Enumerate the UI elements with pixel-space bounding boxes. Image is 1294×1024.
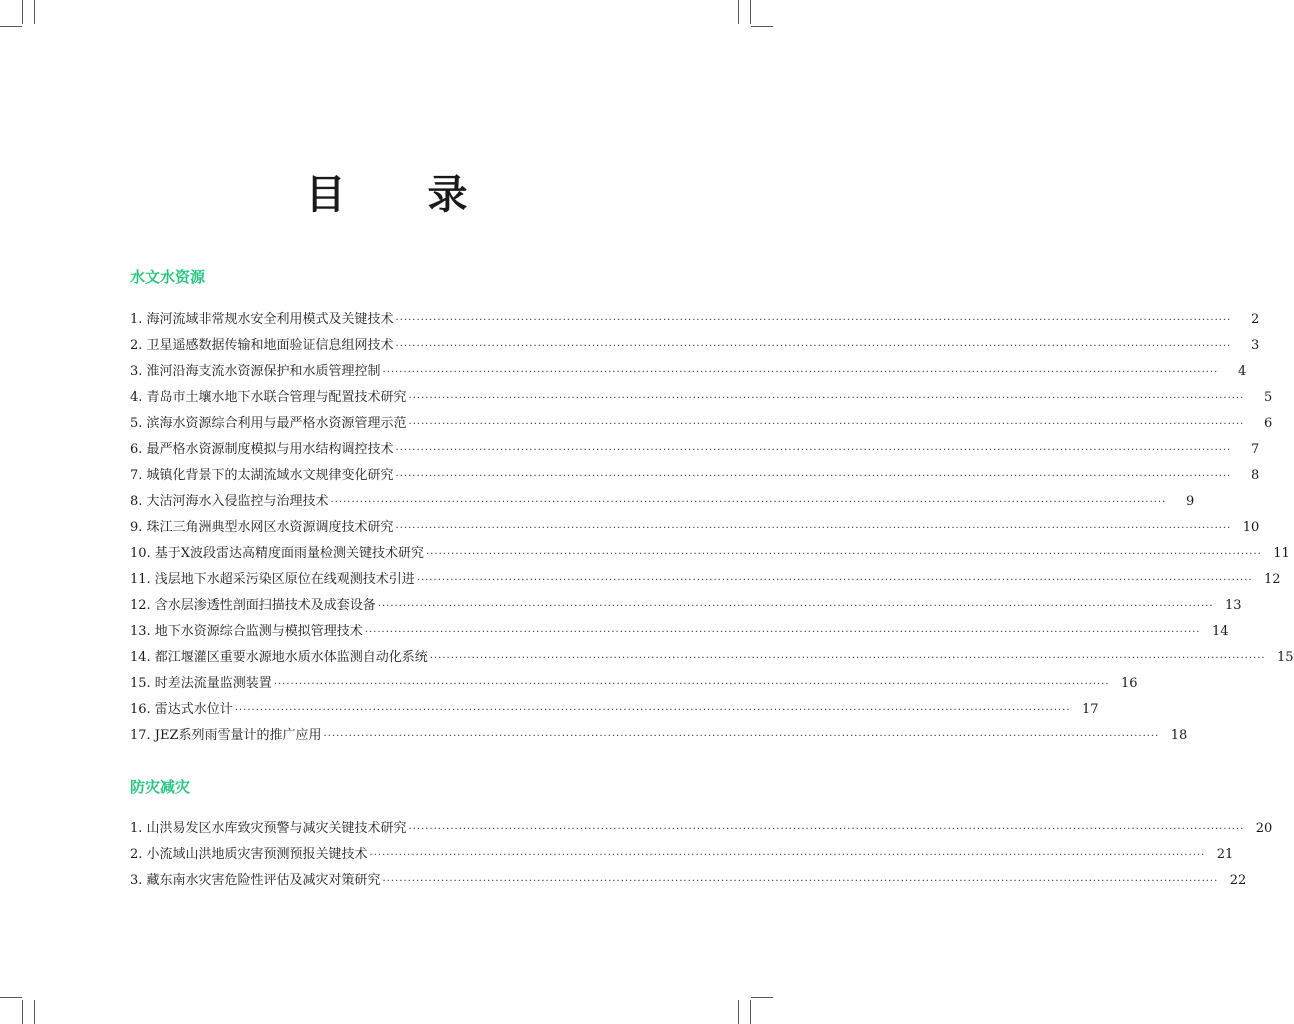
page-title: 目 录 bbox=[305, 171, 502, 218]
toc-entry[interactable] bbox=[130, 619, 1229, 645]
toc-leader: ········································································································································································································ bbox=[395, 341, 1232, 352]
toc-entry-title: 16. 雷达式水位计 bbox=[130, 702, 233, 717]
toc-entry[interactable] bbox=[130, 333, 1260, 359]
toc-entry-title: 9. 珠江三角洲典型水网区水资源调度技术研究 bbox=[130, 520, 394, 535]
toc-leader: ········································································································································································································ bbox=[234, 705, 1071, 716]
toc-leader: ········································································································································································································ bbox=[426, 549, 1262, 560]
crop-mark bbox=[750, 1000, 751, 1024]
toc-entry[interactable] bbox=[130, 868, 1247, 894]
toc-entry[interactable] bbox=[130, 816, 1273, 842]
crop-mark bbox=[0, 997, 22, 998]
toc-entry[interactable] bbox=[130, 645, 1294, 671]
toc-entry[interactable] bbox=[130, 515, 1260, 541]
section-heading-hydrology: 水文水资源 bbox=[130, 268, 206, 286]
toc-page-number: 8 bbox=[1251, 468, 1260, 483]
toc-entry-title: 12. 含水层渗透性剖面扫描技术及成套设备 bbox=[130, 598, 376, 613]
toc-page-number: 15 bbox=[1277, 650, 1294, 665]
crop-mark bbox=[751, 26, 773, 27]
crop-mark bbox=[34, 1000, 35, 1024]
toc-page-number: 11 bbox=[1273, 546, 1290, 561]
toc-leader: ········································································································································································································ bbox=[429, 653, 1266, 664]
crop-mark bbox=[0, 26, 22, 27]
toc-list-disaster-prevention bbox=[130, 816, 1273, 894]
crop-mark bbox=[750, 0, 751, 24]
toc-entry-title: 7. 城镇化背景下的太湖流域水文规律变化研究 bbox=[130, 468, 394, 483]
toc-leader: ········································································································································································································ bbox=[377, 601, 1214, 612]
toc-page-number: 10 bbox=[1242, 520, 1260, 535]
toc-entry[interactable] bbox=[130, 385, 1273, 411]
toc-entry-title: 3. 藏东南水灾害危险性评估及减灾对策研究 bbox=[130, 873, 381, 888]
toc-leader: ········································································································································································································ bbox=[382, 876, 1219, 887]
toc-entry[interactable] bbox=[130, 307, 1260, 333]
toc-leader: ········································································································································································································ bbox=[395, 523, 1232, 534]
toc-entry-title: 2. 小流域山洪地质灾害预测预报关键技术 bbox=[130, 847, 368, 862]
toc-page-number: 20 bbox=[1255, 821, 1273, 836]
toc-entry-title: 14. 都江堰灌区重要水源地水质水体监测自动化系统 bbox=[130, 650, 428, 665]
toc-entry[interactable] bbox=[130, 541, 1290, 567]
toc-entry[interactable] bbox=[130, 697, 1099, 723]
toc-page-number: 12 bbox=[1264, 572, 1281, 587]
toc-page-number: 4 bbox=[1238, 364, 1247, 379]
toc-page-number: 14 bbox=[1212, 624, 1229, 639]
toc-entry[interactable] bbox=[130, 593, 1242, 619]
toc-entry[interactable] bbox=[130, 842, 1234, 868]
crop-mark bbox=[738, 1000, 739, 1024]
toc-entry[interactable] bbox=[130, 359, 1247, 385]
toc-page-number: 22 bbox=[1229, 873, 1247, 888]
toc-entry-title: 3. 淮河沿海支流水资源保护和水质管理控制 bbox=[130, 364, 381, 379]
toc-page-number: 5 bbox=[1264, 390, 1273, 405]
toc-list-hydrology bbox=[130, 307, 1294, 749]
toc-page-number: 13 bbox=[1225, 598, 1242, 613]
toc-leader: ········································································································································································································ bbox=[323, 731, 1160, 742]
toc-entry-title: 6. 最严格水资源制度模拟与用水结构调控技术 bbox=[130, 442, 394, 457]
toc-leader: ········································································································································································································ bbox=[395, 445, 1232, 456]
toc-entry-title: 2. 卫星遥感数据传输和地面验证信息组网技术 bbox=[130, 338, 394, 353]
toc-entry[interactable] bbox=[130, 671, 1138, 697]
toc-entry-title: 8. 大沽河海水入侵监控与治理技术 bbox=[130, 494, 329, 509]
toc-page-number: 17 bbox=[1082, 702, 1099, 717]
toc-page-number: 2 bbox=[1251, 312, 1260, 327]
toc-page-number: 9 bbox=[1186, 494, 1195, 509]
toc-entry[interactable] bbox=[130, 437, 1260, 463]
toc-page-number: 21 bbox=[1216, 847, 1234, 862]
toc-leader: ········································································································································································································ bbox=[369, 850, 1206, 861]
toc-leader: ········································································································································································································ bbox=[382, 367, 1219, 378]
crop-mark bbox=[751, 997, 773, 998]
toc-entry[interactable] bbox=[130, 489, 1195, 515]
toc-entry-title: 1. 山洪易发区水库致灾预警与减灾关键技术研究 bbox=[130, 821, 407, 836]
toc-leader: ········································································································································································································ bbox=[395, 315, 1232, 326]
crop-mark bbox=[22, 0, 23, 24]
toc-entry-title: 13. 地下水资源综合监测与模拟管理技术 bbox=[130, 624, 363, 639]
toc-page-number: 16 bbox=[1121, 676, 1138, 691]
toc-leader: ········································································································································································································ bbox=[408, 419, 1245, 430]
toc-leader: ········································································································································································································ bbox=[330, 497, 1167, 508]
toc-entry-title: 10. 基于X波段雷达高精度面雨量检测关键技术研究 bbox=[130, 546, 425, 561]
toc-leader: ········································································································································································································ bbox=[395, 471, 1232, 482]
toc-leader: ········································································································································································································ bbox=[408, 824, 1245, 835]
toc-leader: ········································································································································································································ bbox=[416, 575, 1253, 586]
toc-leader: ········································································································································································································ bbox=[408, 393, 1245, 404]
toc-entry-title: 11. 浅层地下水超采污染区原位在线观测技术引进 bbox=[130, 572, 415, 587]
toc-entry[interactable] bbox=[130, 723, 1188, 749]
crop-mark bbox=[22, 1000, 23, 1024]
toc-entry-title: 4. 青岛市土壤水地下水联合管理与配置技术研究 bbox=[130, 390, 407, 405]
toc-page-number: 18 bbox=[1170, 728, 1188, 743]
toc-page-number: 6 bbox=[1264, 416, 1273, 431]
toc-page-number: 7 bbox=[1251, 442, 1260, 457]
toc-entry[interactable] bbox=[130, 567, 1281, 593]
section-heading-disaster-prevention: 防灾减灾 bbox=[130, 778, 191, 796]
crop-mark bbox=[34, 0, 35, 24]
toc-entry[interactable] bbox=[130, 463, 1260, 489]
toc-leader: ········································································································································································································ bbox=[364, 627, 1201, 638]
toc-page-number: 3 bbox=[1251, 338, 1260, 353]
toc-entry-title: 5. 滨海水资源综合利用与最严格水资源管理示范 bbox=[130, 416, 407, 431]
crop-mark bbox=[738, 0, 739, 24]
toc-entry-title: 1. 海河流域非常规水安全利用模式及关键技术 bbox=[130, 312, 394, 327]
toc-entry[interactable] bbox=[130, 411, 1273, 437]
toc-entry-title: 15. 时差法流量监测装置 bbox=[130, 676, 272, 691]
toc-entry-title: 17. JEZ系列雨雪量计的推广应用 bbox=[130, 728, 322, 743]
toc-leader: ········································································································································································································ bbox=[273, 679, 1110, 690]
